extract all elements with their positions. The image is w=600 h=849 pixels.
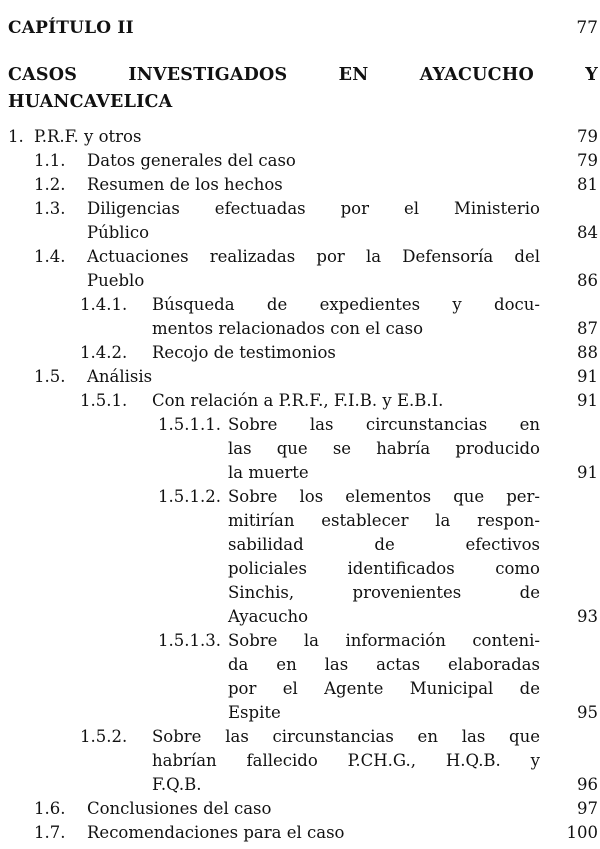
toc-entry-page-number: 79 <box>577 151 598 170</box>
section-title-line: HUANCAVELICA <box>8 92 173 112</box>
toc-entry-page-number: 97 <box>577 799 598 818</box>
toc-entry-number: 1.5.1.1. <box>158 415 221 434</box>
section-title-line: CASOS INVESTIGADOS EN AYACUCHO Y <box>8 65 598 85</box>
toc-entry-title-line: policiales identificados como <box>228 559 540 578</box>
toc-entry-title-line: Público <box>87 223 150 242</box>
toc-entry-number: 1.5.1.2. <box>158 487 221 506</box>
toc-entry-title <box>87 197 540 245</box>
toc-entry-page-number: 81 <box>577 175 598 194</box>
toc-entry-title-line: Búsqueda de expedientes y docu- <box>152 295 540 314</box>
toc-entry-number: 1.1. <box>34 151 66 170</box>
toc-entry-number: 1.3. <box>34 199 66 218</box>
toc-entry-title-line: P.R.F. y otros <box>34 127 142 146</box>
toc-entry-title-line: Espite <box>228 703 281 722</box>
section-title <box>8 62 598 116</box>
toc-entry-title-line: F.Q.B. <box>152 775 202 794</box>
toc-entry-title <box>87 797 540 821</box>
toc-entry-title-line: Sobre los elementos que per- <box>228 487 540 506</box>
toc-entry-page-number: 79 <box>577 127 598 146</box>
toc-entry <box>80 725 598 797</box>
toc-entry-title <box>228 413 540 485</box>
toc-entry-title-line: Sobre la información conteni- <box>228 631 540 650</box>
toc-entry <box>34 797 598 821</box>
toc-entry-title <box>152 293 540 341</box>
toc-entry-page-number: 91 <box>577 463 598 482</box>
toc-entry-title-line: habrían fallecido P.CH.G., H.Q.B. y <box>152 751 540 770</box>
toc-entry-title-line: Datos generales del caso <box>87 151 296 170</box>
toc-entry-title <box>87 821 540 845</box>
toc-entry-page-number: 91 <box>577 367 598 386</box>
toc-entry-page-number: 96 <box>577 775 598 794</box>
toc-entry <box>8 125 598 149</box>
toc-entry <box>34 173 598 197</box>
toc-entry <box>158 413 598 485</box>
toc-entry-title-line: Conclusiones del caso <box>87 799 272 818</box>
toc-entry-title-line: Sinchis, provenientes de <box>228 583 540 602</box>
toc-entry-title-line: Sobre las circunstancias en las que <box>152 727 540 746</box>
toc-entry-title-line: por el Agente Municipal de <box>228 679 540 698</box>
toc-entry-title-line: las que se habría producido <box>228 439 540 458</box>
toc-entry-title <box>87 149 540 173</box>
toc-entry-page-number: 84 <box>577 223 598 242</box>
toc-entry-title <box>152 725 540 797</box>
toc-entry-number: 1.5.1. <box>80 391 128 410</box>
toc-entry-title-line: Con relación a P.R.F., F.I.B. y E.B.I. <box>152 391 444 410</box>
toc-entry <box>34 365 598 389</box>
toc-entry-title-line: Resumen de los hechos <box>87 175 283 194</box>
toc-entry-page-number: 87 <box>577 319 598 338</box>
toc-entry-title <box>87 173 540 197</box>
toc-entry-number: 1.5. <box>34 367 66 386</box>
toc-entry-title <box>152 341 540 365</box>
toc-entry-number: 1.6. <box>34 799 66 818</box>
toc-entry-title-line: Recojo de testimonios <box>152 343 336 362</box>
toc-entry <box>158 629 598 725</box>
toc-entry-page-number: 88 <box>577 343 598 362</box>
toc-entry <box>34 821 598 845</box>
toc-entry <box>80 293 598 341</box>
toc-entry-title-line: mitirían establecer la respon- <box>228 511 540 530</box>
toc-entry-title <box>228 629 540 725</box>
toc-entry-number: 1.5.1.3. <box>158 631 221 650</box>
toc-entry-title-line: Recomendaciones para el caso <box>87 823 345 842</box>
toc-entry-title-line: la muerte <box>228 463 309 482</box>
chapter-heading <box>8 14 598 42</box>
toc-entry-number: 1.4.1. <box>80 295 128 314</box>
toc-entry-title-line: Diligencias efectuadas por el Ministerio <box>87 199 540 218</box>
toc-entry-title <box>34 125 540 149</box>
toc-entry-title-line: Sobre las circunstancias en <box>228 415 540 434</box>
toc-entry-title-line: Ayacucho <box>228 607 309 626</box>
toc-entry-title-line: da en las actas elaboradas <box>228 655 540 674</box>
toc-entry-title <box>152 389 540 413</box>
toc-entry-number: 1.2. <box>34 175 66 194</box>
toc-entry-page-number: 95 <box>577 703 598 722</box>
toc-entry <box>80 341 598 365</box>
toc-entry <box>34 197 598 245</box>
toc-entry-page-number: 100 <box>566 823 598 842</box>
toc-entry-number: 1.5.2. <box>80 727 128 746</box>
toc-entry-title-line: Análisis <box>87 367 153 386</box>
toc-entry <box>34 149 598 173</box>
chapter-title: CAPÍTULO II <box>8 18 134 38</box>
toc-entry-title-line: Actuaciones realizadas por la Defensoría del <box>87 247 540 266</box>
toc-entry-page-number: 91 <box>577 391 598 410</box>
toc-entry <box>158 485 598 629</box>
toc-entry-number: 1.7. <box>34 823 66 842</box>
toc-entry-number: 1.4.2. <box>80 343 128 362</box>
toc-entry-title <box>87 245 540 293</box>
toc-entry-page-number: 93 <box>577 607 598 626</box>
toc-entry-title <box>228 485 540 629</box>
chapter-page-number: 77 <box>576 18 598 38</box>
toc-entry <box>34 245 598 293</box>
toc-entry-number: 1. <box>8 127 24 146</box>
toc-entry-title-line: sabilidad de efectivos <box>228 535 540 554</box>
toc-entry <box>80 389 598 413</box>
toc-entry-number: 1.4. <box>34 247 66 266</box>
toc-entry-title <box>87 365 540 389</box>
toc-entry-title-line: Pueblo <box>87 271 145 290</box>
toc-entry-page-number: 86 <box>577 271 598 290</box>
toc-entry-title-line: mentos relacionados con el caso <box>152 319 424 338</box>
